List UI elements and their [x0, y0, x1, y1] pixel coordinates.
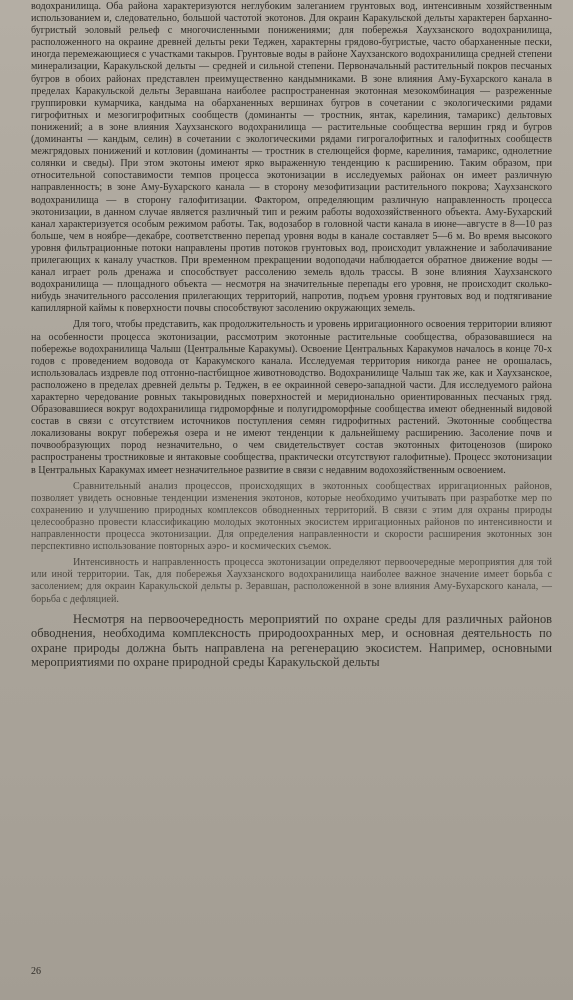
paragraph-5: Несмотря на первоочередность мероприятий по охране среды для различных районов обводнения, необходима комплексность природоохранных мер, и основная деятельность по охране природы должна быть направлена на регенерацию экосистем. Например, основными мероприятиями по охране природной среды Каракульской дельты	[31, 611, 552, 670]
paragraph-2: Для того, чтобы представить, как продолжительность и уровень ирригационного освоения территории влияют на особенности процесса экотонизации, рассмотрим экотонные растительные сообщества, образовавшиеся на побережье водохранилища Чалыш (Центральные Каракумы). Освоение Центральных Каракумов началось в конце 70-х годов с проведением водовода от Каракумского канала. Исследуемая территория никогда ранее не орошалась, использовалась издревле под отгонно-пастбищное животноводство. Водохранилище Чалыш так же, как и Хаухзанское, расположено в пределах древней дельты р. Теджен, в ее окраинной северо-западной части. Для исследуемого района характерно чередование ровных такыровидных поверхностей и меридионально ориентированных песчаных гряд. Образовавшиеся вокруг водохранилища гидроморфные и полугидроморфные сообщества имеют обедненный видовой состав в связи с отсутствием источников поступления семян гидрофитных растений. Экотонные сообщества локализованы вокруг побережья озера и не имеют тенденции к дальнейшему расширению. Засоление почв и почвообразующих пород незначительно, о чем свидетельствует состав экотонных фитоценозов (широко распространены тростниковые и янтаковые сообщества, практически отсутствуют галофитные). Процесс экотонизации в Центральных Каракумах имеет незначительное развитие в связи с недавним водохозяйственным освоением.	[31, 319, 552, 476]
paragraph-1: водохранилища. Оба района характеризуются неглубоким залеганием грунтовых вод, интенсивным хозяйственным использованием и, следовательно, большой частотой экотонов. Для окраин Каракульской дельты характерен барханно-бугристый эоловый рельеф с многочисленными понижениями; для побережья Хаухзанского водохранилища, расположенного на окраине древней дельты реки Теджен, характерны грядово-бугристые, часто обарханенные пески, иногда перемежающиеся с участками такыров. Грунтовые воды в районе Хаухзанского водохранилища средней степени минерализации, Каракульской дельты — средней и сильной степени. Первоначальный растительный покров песчаных бугров в обоих районах представлен преимущественно кандымниками. В зоне влияния Аму-Бухарского канала в пределах Каракульской дельты Зеравшана наиболее распространенная экотонная мезокомбинация — разреженные группировки кумарчика, кандыма на обарханенных вершинах бугров в сочетании с экологическими рядами гигрофитных и мезогигрофитных сообществ (доминанты — тростник, янтак, карелиния, тамарикс) дельтовых понижений; а в зоне влияния Хаухзанского водохранилища — растительные сообщества вершин гряд и бугров (доминанты — кандым, селин) в сочетании с экологическими рядами гигрогалофитных и галофитных сообществ межгрядовых понижений и котловин (доминанты — тростник в стелющейся форме, карелиния, тамарикс, однолетние солянки и сведы). При этом экотоны имеют ярко выраженную тенденцию к расширению. Таким образом, при относительной сопоставимости темпов процесса экотонизации в исследуемых районах он имеет различную направленность; в зоне Аму-Бухарского канала — в сторону мезофитизации растительного покрова; Хаухзанского водохранилища — в сторону галофитизации. Фактором, определяющим различную направленность процесса экотонизации, в данном случае является различный тип и режим работы водохозяйственного объекта. Аму-Бухарский канал характеризуется особым режимом работы. Так, водозабор в головной части канала в июне—августе в 8—10 раз больше, чем в ноябре—декабре, соответственно перепад уровня воды в канале составляет 5—6 м. Во время высокого уровня фильтрационные потоки направлены против потоков грунтовых вод, происходит увлажнение и заболачивание прилегающих к каналу участков. При временном прекращении водоподачи наблюдается обратное движение воды — канал играет роль дренажа и способствует рассолению земель вдоль трассы. В зоне влияния Хаухзанского водохранилища — площадного объекта — несмотря на значительные перепады его уровня, не происходит сколько-нибудь значительного рассоления прилегающих территорий, напротив, подъем уровня грунтовых вод и подтягивание капиллярной каймы к поверхности почвы способствуют засолению окружающих земель.	[31, 1, 552, 315]
paragraph-3: Сравнительный анализ процессов, происходящих в экотонных сообществах ирригационных районов, позволяет увидеть основные тенденции изменения экотонов, которые необходимо учитывать при разработке мер по сохранению и улучшению природных комплексов обводненных территорий. В связи с этим для охраны природы целесообразно провести классификацию молодых экотонных экосистем ирригационных районов по интенсивности и направленности процесса экотонизации. Для определения направленности и скорости расширения экотонных зон перспективно использование повторных аэро- и космических съемок.	[31, 480, 552, 553]
page-text	[31, 1, 552, 670]
page-number: 26	[31, 966, 41, 977]
paragraph-4: Интенсивность и направленность процесса экотонизации определяют первоочередные мероприятия для той или иной территории. Так, для побережья Хаухзанского водохранилища наиболее важное значение имеет борьба с засолением; для окраин Каракульской дельты р. Зеравшан, расположенной в зоне влияния Аму-Бухарского канала, — борьба с дефляцией.	[31, 557, 552, 605]
